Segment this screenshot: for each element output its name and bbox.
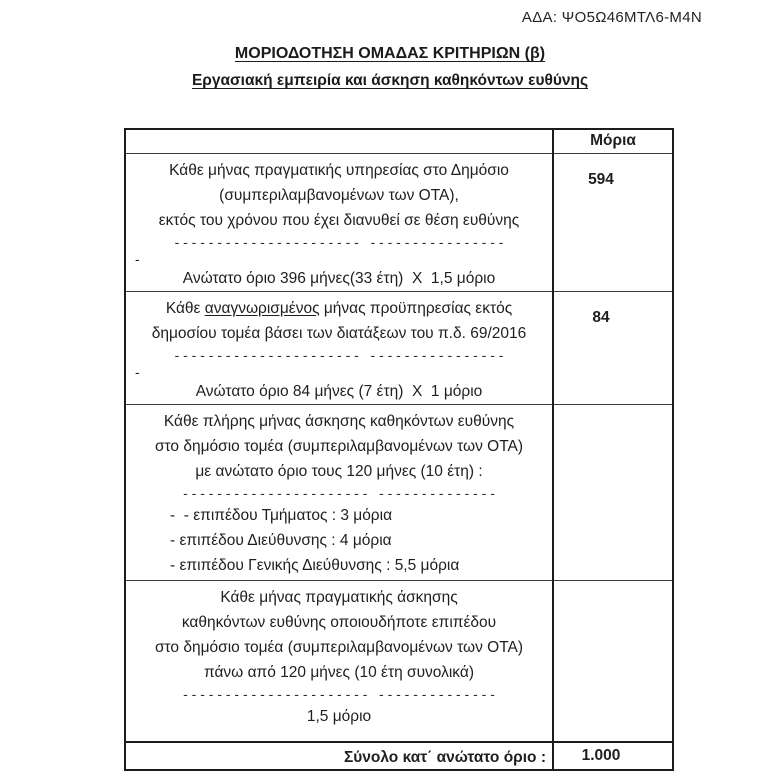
line-prefix: Κάθε [165,299,205,317]
criteria-cell [125,291,553,404]
level-list-item: - επιπέδου Γενικής Διεύθυνσης : 5,5 μόρια [170,556,460,574]
limit-line: Ανώτατο όριο 84 μήνες (7 έτη) Χ 1 μόριο [195,382,483,400]
criteria-line: δημοσίου τομέα βάσει των διατάξεων του π.δ. 69/2016 [151,324,527,342]
table-header-row [125,129,673,153]
criteria-column-header [125,129,553,153]
points-cell: 594 [553,153,673,291]
rate-line: 1,5 μόριο [306,707,372,725]
criteria-scoring-table [124,128,674,771]
criteria-row-responsibility-duties [125,404,673,580]
points-cell: 84 [553,291,673,404]
total-value: 1.000 [553,742,673,770]
level-list-item: - - επιπέδου Τμήματος : 3 μόρια [170,506,393,524]
criteria-row-recognized-service [125,291,673,404]
dashed-separator: - - - - - - - - - - - - - - - - - - - - - - - - - - - - - - - - - - - - - - [174,233,504,250]
dashed-separator: - - - - - - - - - - - - - - - - - - - - - - - - - - - - - - - - - - - - - - [174,346,504,363]
criteria-line: πάνω από 120 μήνες (10 έτη συνολικά) [204,663,474,681]
criteria-line: εκτός του χρόνου που έχει διανυθεί σε θέση ευθύνης [158,211,520,229]
criteria-line: Κάθε μήνας πραγματικής άσκησης [220,588,458,606]
level-list [132,503,546,578]
criteria-row-real-service [125,153,673,291]
ada-code: ΑΔΑ: ΨΟ5Ω46ΜΤΛ6-Μ4Ν [521,9,702,26]
stray-dash: - [135,363,140,380]
dashed-separator: - - - - - - - - - - - - - - - - - - - - - - - - - - - - - - - - - - - - [183,685,495,702]
stray-dash: - [135,250,140,267]
criteria-line: καθηκόντων ευθύνης οποιουδήποτε επιπέδου [181,613,497,631]
line-suffix: μήνας προϋπηρεσίας εκτός [319,299,513,317]
total-label: Σύνολο κατ΄ ανώτατο όριο : [125,742,553,770]
points-cell [553,404,673,580]
limit-line: Ανώτατο όριο 396 μήνες(33 έτη) Χ 1,5 μόριο [182,269,496,287]
criteria-cell [125,404,553,580]
total-row [125,742,673,770]
level-list-item: - επιπέδου Διεύθυνσης : 4 μόρια [170,531,392,549]
criteria-cell [125,580,553,742]
criteria-line: Κάθε μήνας πραγματικής υπηρεσίας στο Δημόσιο [169,161,509,179]
underlined-word: αναγνωρισμένος [204,299,320,317]
criteria-line: με ανώτατο όριο τους 120 μήνες (10 έτη) : [195,462,483,480]
criteria-line: στο δημόσιο τομέα (συμπεριλαμβανομένων των ΟΤΑ) [154,437,524,455]
page-subtitle: Εργασιακή εμπειρία και άσκηση καθηκόντων ευθύνης [191,72,589,89]
criteria-line: Κάθε πλήρης μήνας άσκησης καθηκόντων ευθύνης [163,412,515,430]
points-cell [553,580,673,742]
criteria-line: (συμπεριλαμβανομένων των ΟΤΑ), [219,186,459,204]
criteria-cell [125,153,553,291]
criteria-line [132,296,546,321]
criteria-line: στο δημόσιο τομέα (συμπεριλαμβανομένων των ΟΤΑ) [154,638,524,656]
points-column-header: Μόρια [553,129,673,153]
dashed-separator: - - - - - - - - - - - - - - - - - - - - - - - - - - - - - - - - - - - - [183,484,495,501]
criteria-row-duties-over-limit [125,580,673,742]
page-title: ΜΟΡΙΟΔΟΤΗΣΗ ΟΜΑΔΑΣ ΚΡΙΤΗΡΙΩΝ (β) [234,45,546,62]
